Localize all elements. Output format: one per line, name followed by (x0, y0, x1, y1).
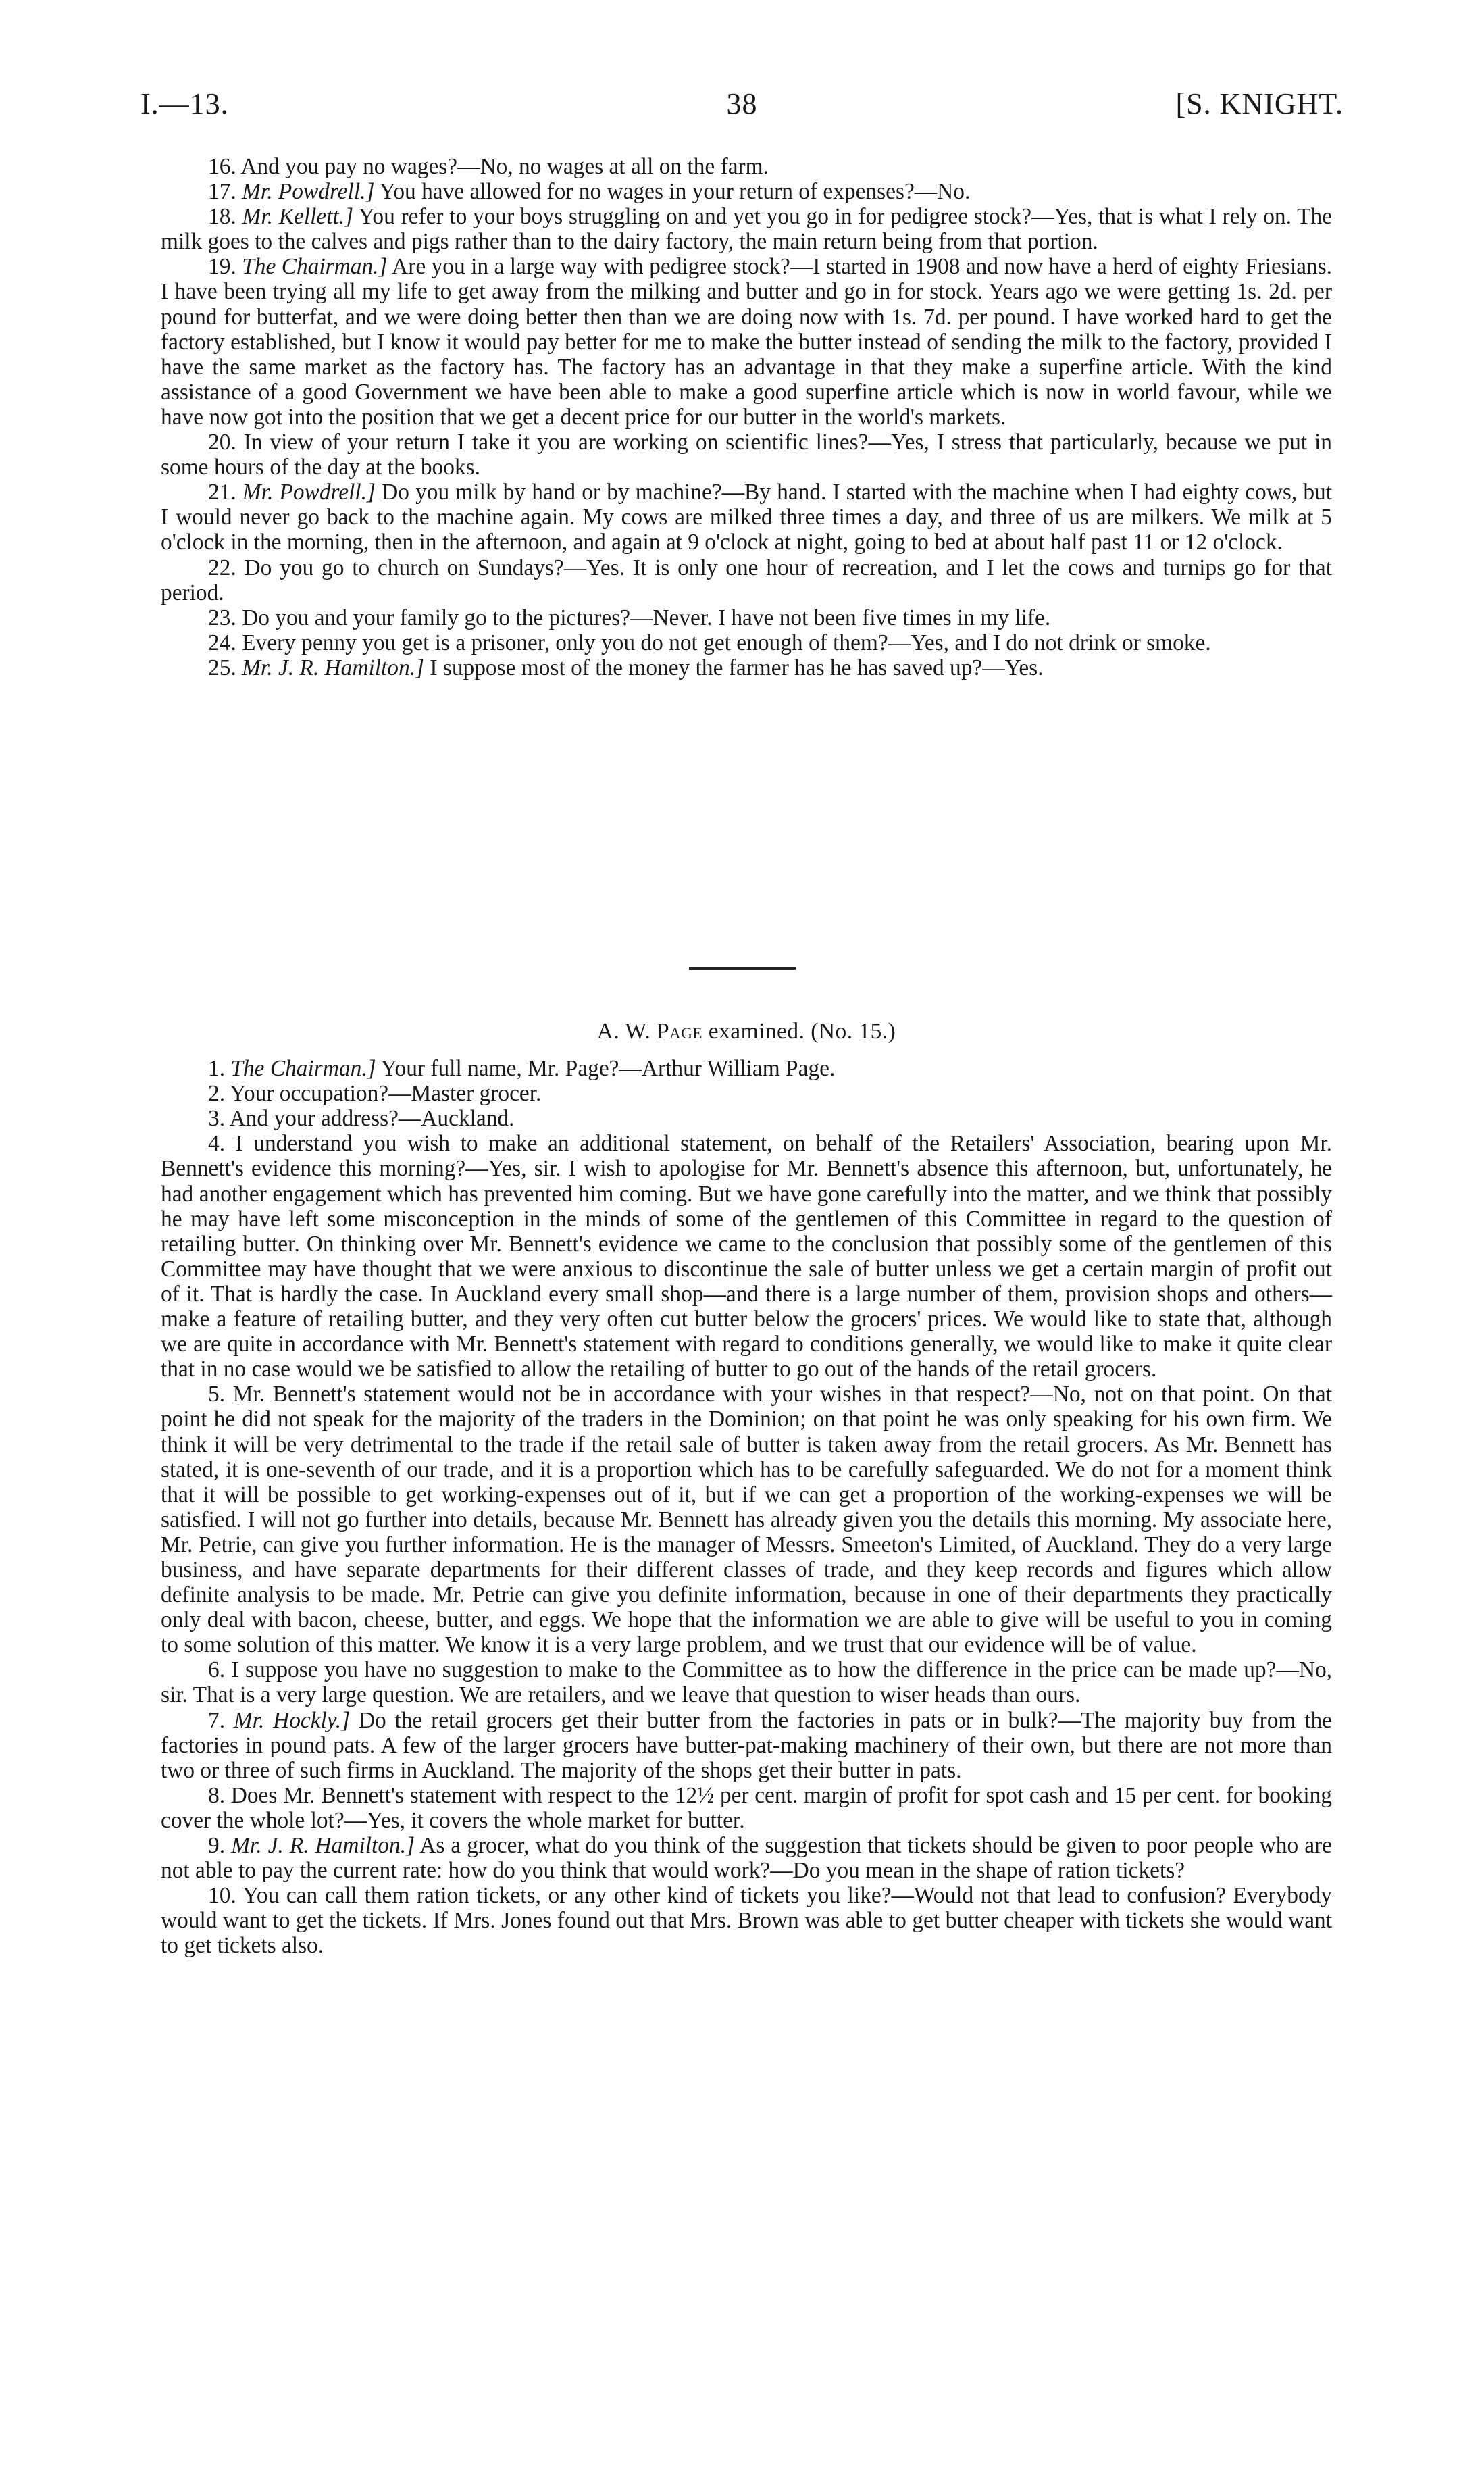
question-text: Do you go to church on Sundays?—Yes. It is only one hour of recreation, and I let the cows and turnips go for that period. (161, 555, 1332, 605)
question-number: 8. (208, 1782, 226, 1808)
evidence-section-knight (161, 154, 1332, 680)
question-paragraph (161, 179, 1332, 204)
question-text: Your occupation?—Master grocer. (230, 1081, 542, 1107)
question-number: 17. (208, 179, 236, 205)
questioner-name: The Chairman.] (230, 1056, 376, 1082)
question-number: 2. (208, 1081, 226, 1107)
question-number: 1. (208, 1056, 226, 1082)
question-paragraph (161, 630, 1332, 655)
page-questions (161, 1056, 1332, 1958)
question-number: 23. (208, 605, 236, 630)
question-paragraph (161, 655, 1332, 680)
evidence-section-page (161, 1019, 1332, 1958)
questioner-name: The Chairman.] (242, 254, 388, 280)
question-paragraph (161, 1883, 1332, 1958)
question-number: 6. (208, 1657, 226, 1683)
question-paragraph (161, 1657, 1332, 1707)
question-number: 18. (208, 204, 236, 230)
question-text: I suppose most of the money the farmer has he has saved up?—Yes. (430, 655, 1044, 680)
question-text: Do you milk by hand or by machine?—By hand. I started with the machine when I had eighty cows, but I would never go back to the machine again. My cows are milked three times a day, and three of us are milkers. We milk at 5 o'clock in the morning, then in the afternoon, and again at 9 o'clock at night, going to bed at about half past 11 or 12 o'clock. (161, 480, 1332, 555)
section-divider (689, 967, 796, 970)
question-text: And your address?—Auckland. (229, 1106, 515, 1132)
questioner-name: Mr. J. R. Hamilton.] (242, 655, 425, 680)
question-text: You refer to your boys struggling on and yet you go in for pedigree stock?—Yes, that is what I rely on. The milk goes to the calves and pigs rather than to the dairy factory, the main return being from that portion. (161, 204, 1333, 255)
question-number: 25. (208, 655, 236, 680)
question-text: Your full name, Mr. Page?—Arthur William Page. (380, 1056, 836, 1082)
question-text: Mr. Bennett's statement would not be in accordance with your wishes in that respect?—No, not on that point. On that point he did not speak for the majority of the traders in the Dominion; on that point he was only speaking for his own firm. We think it will be very detrimental to the trade if the retail sale of butter is taken away from the retail grocers. As Mr. Bennett has stated, it is one-seventh of our trade, and it is a proportion which has to be carefully safeguarded. We do not for a moment think that it will be possible to get working-expenses out of it, but if we can get a proportion of the working-expenses we will be satisfied. I will not go further into details, because Mr. Bennett has already given you the details this morning. My associate here, Mr. Petrie, can give you further information. He is the manager of Messrs. Smeeton's Limited, of Auckland. They do a very large business, and have separate departments for their different classes of trade, and they keep records and figures which allow definite analysis to be made. Mr. Petrie can give you definite information, because in one of their departments they practically only deal with bacon, cheese, butter, and eggs. We hope that the information we are able to give will be useful to you in coming to some solution of this matter. We know it is a very large problem, and we trust that our evidence will be of value. (161, 1382, 1332, 1658)
question-text: And you pay no wages?—No, no wages at all on the farm. (240, 154, 769, 179)
question-paragraph (161, 430, 1332, 480)
question-paragraph (161, 1833, 1332, 1883)
questioner-name: Mr. J. R. Hamilton.] (231, 1833, 415, 1858)
question-paragraph (161, 480, 1332, 555)
question-paragraph (161, 204, 1332, 254)
question-paragraph (161, 1056, 1332, 1081)
question-number: 4. (208, 1131, 226, 1157)
question-text: Are you in a large way with pedigree stock?—I started in 1908 and now have a herd of eighty Friesians. I have been trying all my life to get away from the milking and butter and go in for stock. Years ago we were getting 1s. 2d. per pound for butterfat, and we were doing better then than we are doing now with 1s. 7d. per pound. I have worked hard to get the factory established, but I know it would pay better for me to make the butter instead of sending the milk to the factory, provided I have the same market as the factory has. The factory has an advantage in that they make a superfine article. With the kind assistance of a good Government we have been able to make a good superfine article which is now in world favour, while we have now got into the position that we get a decent price for our butter in the world's markets. (161, 254, 1332, 430)
question-text: In view of your return I take it you are working on scientific lines?—Yes, I stress that particularly, because we put in some hours of the day at the books. (161, 430, 1332, 480)
paper-reference: I.—13. (140, 87, 229, 120)
question-paragraph (161, 254, 1332, 430)
question-number: 5. (208, 1382, 226, 1407)
witness-heading-rest: examined. (No. 15.) (708, 1019, 896, 1044)
question-number: 22. (208, 555, 236, 580)
question-number: 7. (208, 1707, 226, 1733)
questioner-name: Mr. Powdrell.] (242, 179, 375, 205)
questioner-name: Mr. Kellett.] (242, 204, 354, 230)
page-header (140, 86, 1344, 127)
questioner-name: Mr. Powdrell.] (242, 480, 376, 505)
witness-running-head: [S. KNIGHT. (1175, 87, 1344, 120)
question-text: I suppose you have no suggestion to make to the Committee as to how the difference in the price can be made up?—No, sir. That is a very large question. We are retailers, and we leave that question to wiser heads than ours. (161, 1657, 1332, 1708)
question-text: Every penny you get is a prisoner, only you do not get enough of them?—Yes, and I do not drink or smoke. (242, 630, 1211, 655)
questioner-name: Mr. Hockly.] (233, 1707, 351, 1733)
question-paragraph (161, 1131, 1332, 1382)
question-paragraph (161, 1783, 1332, 1833)
question-text: You have allowed for no wages in your return of expenses?—No. (379, 179, 971, 205)
page-number: 38 (726, 87, 758, 120)
question-paragraph (161, 1081, 1332, 1106)
question-number: 24. (208, 630, 236, 655)
question-paragraph (161, 605, 1332, 630)
question-paragraph (161, 1382, 1332, 1657)
question-paragraph (161, 154, 1332, 179)
question-number: 19. (208, 254, 236, 280)
question-number: 9. (208, 1833, 226, 1858)
question-paragraph (161, 1708, 1332, 1783)
witness-name: A. W. Page (596, 1019, 702, 1044)
question-text: Do you and your family go to the pictures?—Never. I have not been five times in my life. (242, 605, 1051, 630)
question-text: Do the retail grocers get their butter from the factories in pats or in bulk?—The majority buy from the factories in pound pats. A few of the larger grocers have butter-pat-making machinery of their own, but there are not more than two or three of such firms in Auckland. The majority of the shops get their butter in pats. (161, 1707, 1332, 1783)
question-paragraph (161, 1106, 1332, 1131)
question-text: Does Mr. Bennett's statement with respect to the 12½ per cent. margin of profit for spot cash and 15 per cent. for booking cover the whole lot?—Yes, it covers the whole market for butter. (161, 1782, 1332, 1833)
question-number: 20. (208, 430, 236, 455)
question-text: You can call them ration tickets, or any other kind of tickets you like?—Would not that lead to confusion? Everybody would want to get the tickets. If Mrs. Jones found out that Mrs. Brown was able to get butter cheaper with tickets she would want to get tickets also. (161, 1883, 1333, 1959)
question-paragraph (161, 555, 1332, 605)
question-number: 10. (208, 1883, 236, 1909)
witness-heading (161, 1019, 1332, 1044)
question-text: I understand you wish to make an additional statement, on behalf of the Retailers' Association, bearing upon Mr. Bennett's evidence this morning?—Yes, sir. I wish to apologise for Mr. Bennett's absence this afternoon, but, unfortunately, he had another engagement which has prevented him coming. But we have gone carefully into the matter, and we think that possibly he may have left some misconception in the minds of some of the gentlemen of this Committee in regard to the question of retailing butter. On thinking over Mr. Bennett's evidence we came to the conclusion that possibly some of the gentlemen of this Committee may have thought that we were anxious to discontinue the sale of butter unless we get a certain margin of profit out of it. That is hardly the case. In Auckland every small shop—and there is a large number of them, provision shops and others—make a feature of retailing butter, and they very often cut butter below the grocers' prices. We would like to state that, although we are quite in accordance with Mr. Bennett's statement with regard to conditions generally, we would like to make it quite clear that in no case would we be satisfied to allow the retailing of butter to go out of the hands of the retail grocers. (161, 1131, 1332, 1382)
question-number: 3. (208, 1106, 226, 1132)
question-number: 16. (208, 154, 236, 179)
question-number: 21. (208, 480, 236, 505)
question-text: As a grocer, what do you think of the suggestion that tickets should be given to poor people who are not able to pay the current rate: how do you think that would work?—Do you mean in the shape of ration tickets? (161, 1833, 1332, 1884)
